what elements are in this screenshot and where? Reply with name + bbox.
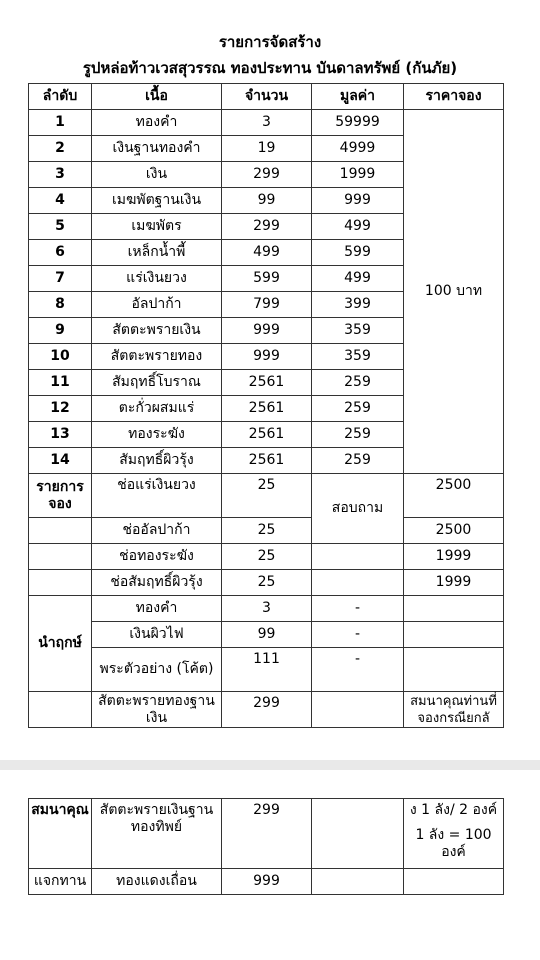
qty-cell: 99	[222, 622, 312, 648]
row-number: 7	[29, 266, 92, 292]
qty-cell: 3	[222, 110, 312, 136]
qty-cell: 499	[222, 240, 312, 266]
material-cell: แร่เงินยวง	[92, 266, 222, 292]
extra-row	[29, 692, 504, 728]
row-number: 13	[29, 422, 92, 448]
empty-cell	[29, 570, 92, 596]
material-cell: สัตตะพรายเงินฐานทองทิพย์	[92, 799, 222, 869]
header-cell: ลำดับ	[29, 84, 92, 110]
header-cell: มูลค่า	[312, 84, 404, 110]
qty-cell: 2561	[222, 396, 312, 422]
value-cell: -	[312, 622, 404, 648]
value-cell: 599	[312, 240, 404, 266]
value-cell: 259	[312, 422, 404, 448]
value-cell: 399	[312, 292, 404, 318]
reserve-price-cell: 100 บาท	[404, 110, 504, 474]
qty-cell: 999	[222, 869, 312, 895]
empty-cell	[29, 692, 92, 728]
empty-cell	[312, 570, 404, 596]
empty-cell	[29, 518, 92, 544]
material-cell: สัตตะพรายเงิน	[92, 318, 222, 344]
row-number: 14	[29, 448, 92, 474]
material-cell: ทองระฆัง	[92, 422, 222, 448]
material-cell: เหล็กน้ำพี้	[92, 240, 222, 266]
qty-cell: 2561	[222, 448, 312, 474]
qty-cell: 599	[222, 266, 312, 292]
gift-label: สมนาคุณ	[29, 799, 92, 869]
lucky-row	[29, 648, 504, 692]
value-cell: 59999	[312, 110, 404, 136]
price-cell: 2500	[404, 474, 504, 518]
value-cell: 1999	[312, 162, 404, 188]
qty-cell: 19	[222, 136, 312, 162]
material-cell: ช่อแร่เงินยวง	[92, 474, 222, 518]
gift-note-1: ง 1 ลัง/ 2 องค์	[409, 802, 498, 818]
value-cell: 999	[312, 188, 404, 214]
qty-cell: 3	[222, 596, 312, 622]
qty-cell: 99	[222, 188, 312, 214]
material-cell: ทองคำ	[92, 110, 222, 136]
header-row	[29, 84, 504, 110]
row-number: 10	[29, 344, 92, 370]
row-number: 8	[29, 292, 92, 318]
material-cell: เงินผิวไฟ	[92, 622, 222, 648]
material-cell: อัลปาก้า	[92, 292, 222, 318]
price-cell: 1999	[404, 570, 504, 596]
price-cell: 1999	[404, 544, 504, 570]
material-cell: ตะกั่วผสมแร่	[92, 396, 222, 422]
empty-cell	[312, 869, 404, 895]
qty-cell: 999	[222, 344, 312, 370]
row-number: 5	[29, 214, 92, 240]
value-cell: -	[312, 596, 404, 622]
empty-cell	[404, 648, 504, 692]
document-subtitle: รูปหล่อท้าวเวสสุวรรณ ทองประทาน บันดาลทรัพย์ (กันภัย)	[82, 59, 458, 77]
document-title: รายการจัดสร้าง	[218, 33, 322, 51]
empty-cell	[404, 869, 504, 895]
lucky-row	[29, 622, 504, 648]
value-cell: 359	[312, 344, 404, 370]
material-cell: เมฆพัตร	[92, 214, 222, 240]
row-number: 1	[29, 110, 92, 136]
material-cell: เมฆพัตฐานเงิน	[92, 188, 222, 214]
material-cell: สัมฤทธิ์ผิวรุ้ง	[92, 448, 222, 474]
qty-cell: 799	[222, 292, 312, 318]
material-cell: สัตตะพรายทอง	[92, 344, 222, 370]
inquire-cell: สอบถาม	[312, 474, 404, 544]
reserve-row	[29, 518, 504, 544]
material-cell: พระตัวอย่าง (โค้ต)	[92, 648, 222, 692]
reserve-section-label: รายการ จอง	[29, 474, 92, 518]
qty-cell: 299	[222, 162, 312, 188]
reserve-row	[29, 570, 504, 596]
price-cell: 2500	[404, 518, 504, 544]
give-row	[29, 869, 504, 895]
reserve-row	[29, 544, 504, 570]
value-cell: -	[312, 648, 404, 692]
row-number: 11	[29, 370, 92, 396]
empty-cell	[312, 692, 404, 728]
lucky-section-label: นำฤกษ์	[29, 596, 92, 692]
material-cell: ช่ออัลปาก้า	[92, 518, 222, 544]
material-cell: เงินฐานทองคำ	[92, 136, 222, 162]
value-cell: 359	[312, 318, 404, 344]
qty-cell: 25	[222, 544, 312, 570]
section-divider	[0, 760, 540, 770]
material-cell: สัมฤทธิ์โบราณ	[92, 370, 222, 396]
row-number: 4	[29, 188, 92, 214]
value-cell: 259	[312, 448, 404, 474]
material-cell: เงิน	[92, 162, 222, 188]
qty-cell: 25	[222, 518, 312, 544]
value-cell: 4999	[312, 136, 404, 162]
bottom-table	[28, 798, 504, 895]
header-cell: เนื้อ	[92, 84, 222, 110]
empty-cell	[29, 544, 92, 570]
row-number: 9	[29, 318, 92, 344]
qty-cell: 299	[222, 692, 312, 728]
qty-cell: 999	[222, 318, 312, 344]
row-number: 2	[29, 136, 92, 162]
qty-cell: 25	[222, 474, 312, 518]
gift-row	[29, 799, 504, 869]
main-table	[28, 83, 504, 728]
qty-cell: 299	[222, 214, 312, 240]
qty-cell: 25	[222, 570, 312, 596]
material-cell: ทองแดงเถื่อน	[92, 869, 222, 895]
value-cell: 259	[312, 370, 404, 396]
gift-note-cell	[404, 799, 504, 869]
empty-cell	[404, 622, 504, 648]
row-number: 6	[29, 240, 92, 266]
row-number: 3	[29, 162, 92, 188]
empty-cell	[404, 596, 504, 622]
empty-cell	[312, 799, 404, 869]
qty-cell: 2561	[222, 422, 312, 448]
value-cell: 259	[312, 396, 404, 422]
row-number: 12	[29, 396, 92, 422]
qty-cell: 299	[222, 799, 312, 869]
note-cell: สมนาคุณท่านที่จองกรณียกลั	[404, 692, 504, 728]
reserve-row	[29, 474, 504, 518]
header-cell: จำนวน	[222, 84, 312, 110]
empty-cell	[312, 544, 404, 570]
value-cell: 499	[312, 214, 404, 240]
qty-cell: 111	[222, 648, 312, 692]
table-row	[29, 110, 504, 136]
material-cell: ทองคำ	[92, 596, 222, 622]
material-cell: สัตตะพรายทองฐานเงิน	[92, 692, 222, 728]
gift-note-2: 1 ลัง = 100 องค์	[415, 827, 492, 860]
header-cell: ราคาจอง	[404, 84, 504, 110]
value-cell: 499	[312, 266, 404, 292]
give-label: แจกทาน	[29, 869, 92, 895]
qty-cell: 2561	[222, 370, 312, 396]
lucky-row	[29, 596, 504, 622]
material-cell: ช่อสัมฤทธิ์ผิวรุ้ง	[92, 570, 222, 596]
material-cell: ช่อทองระฆัง	[92, 544, 222, 570]
